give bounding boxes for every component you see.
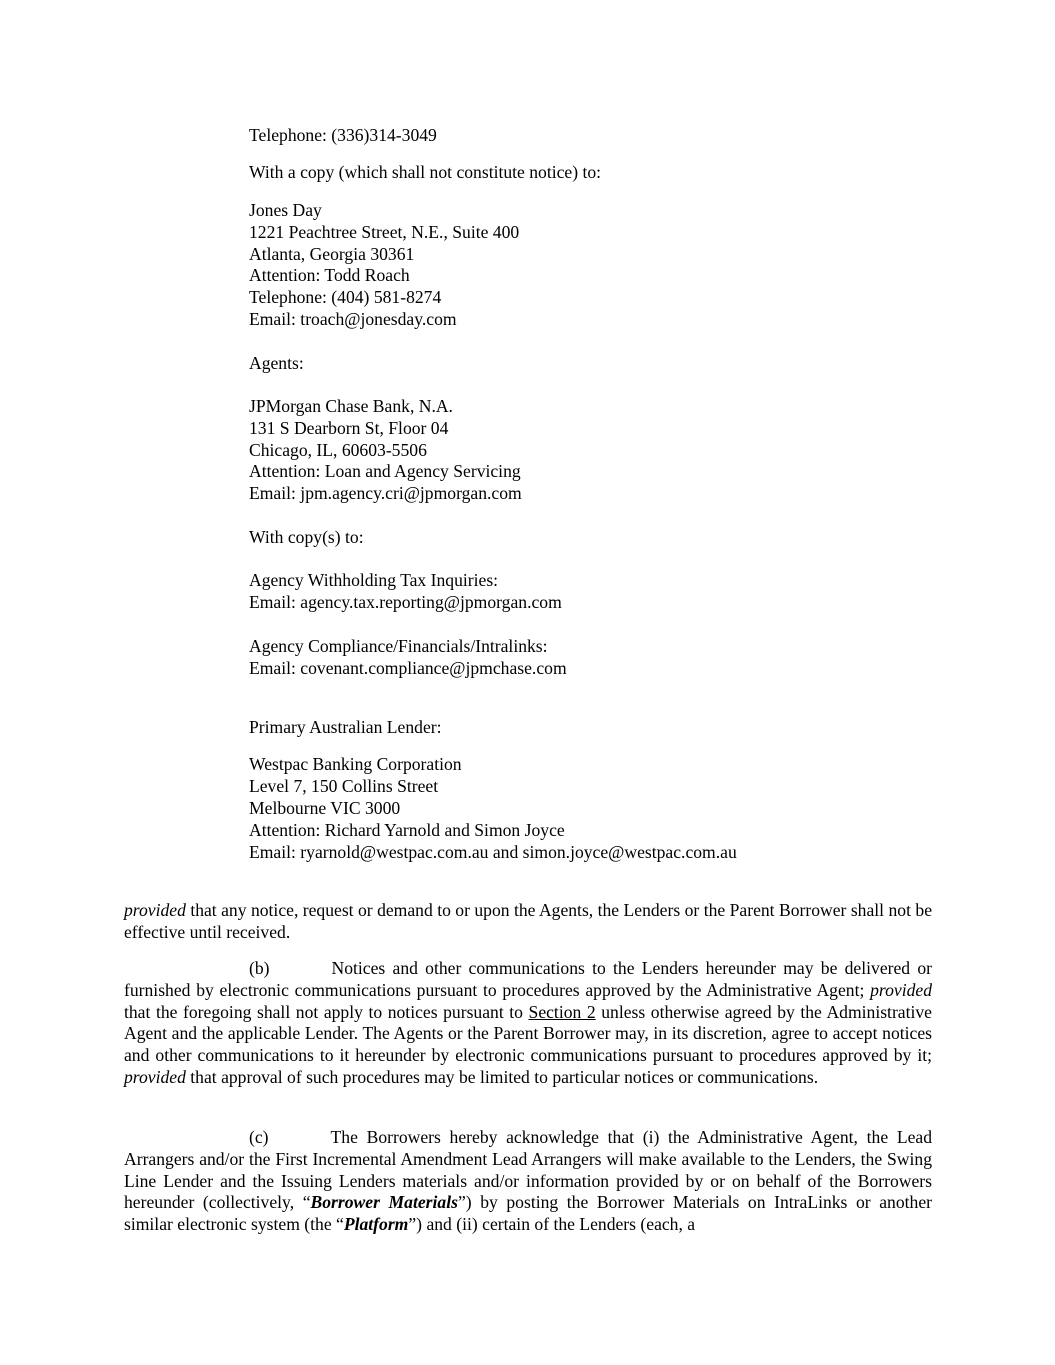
- platform-term: Platform: [343, 1214, 409, 1235]
- westpac-line: Level 7, 150 Collins Street: [249, 776, 439, 796]
- jpmorgan-line: Email: jpm.agency.cri@jpmorgan.com: [249, 483, 522, 503]
- clause-b-text: Notices and other communications to the Lenders hereunder may be delivered or furnished by electronic communications pursuant to procedures approved by the Administrative Agent;: [124, 958, 932, 1000]
- westpac-line: Melbourne VIC 3000: [249, 798, 401, 818]
- jones-day-line: Atlanta, Georgia 30361: [249, 244, 415, 264]
- proviso-text: that any notice, request or demand to or upon the Agents, the Lenders or the Parent Borrower shall not be effective until received.: [124, 900, 932, 942]
- clause-b-text: unless otherwise agreed by the Administrative Agent and the applicable Lender. The Agents or the Parent Borrower may, in its discretion, agree to accept notices and other communications to it hereunder by electronic communications pursuant to procedures approved by it;: [124, 1001, 932, 1066]
- clause-c-text: The Borrowers hereby acknowledge that (i) the Administrative Agent, the Lead Arrangers and/or the First Incremental Amendment Lead Arrangers will make available to the Lenders, the Swing Line Lender and the Issuing Lenders materials and/or information provided by or on behalf of the Borrowers hereunder (collectively, “: [124, 1127, 932, 1213]
- tax-line: Agency Withholding Tax Inquiries:: [249, 570, 499, 590]
- clause-c-text: ”) and (ii) certain of the Lenders (each, a: [408, 1214, 696, 1235]
- copies-heading: With copy(s) to:: [249, 527, 364, 547]
- clause-c-text: ”) by posting the Borrower Materials on IntraLinks or another similar electronic system (the “: [124, 1192, 932, 1235]
- australian-lender-heading: Primary Australian Lender:: [249, 717, 442, 737]
- clause-c-label: (c): [249, 1127, 269, 1147]
- clause-b-paragraph: [124, 958, 932, 1089]
- jones-day-line: Jones Day: [249, 200, 322, 220]
- westpac-line: Attention: Richard Yarnold and Simon Joyce: [249, 820, 565, 840]
- compliance-line: Agency Compliance/Financials/Intralinks:: [249, 636, 548, 656]
- clause-b-text: that the foregoing shall not apply to notices pursuant to: [124, 1001, 529, 1022]
- proviso-italic: provided: [124, 900, 186, 920]
- section-2-link[interactable]: Section 2: [528, 1001, 596, 1022]
- jones-day-line: 1221 Peachtree Street, N.E., Suite 400: [249, 222, 520, 242]
- telephone-line: Telephone: (336)314-3049: [249, 125, 437, 145]
- westpac-line: Email: ryarnold@westpac.com.au and simon.joyce@westpac.com.au: [249, 842, 737, 862]
- borrower-materials-term: Borrower Materials: [310, 1192, 458, 1213]
- clause-b-text: that approval of such procedures may be limited to particular notices or communications.: [185, 1066, 819, 1087]
- jones-day-line: Telephone: (404) 581-8274: [249, 287, 442, 307]
- compliance-line: Email: covenant.compliance@jpmchase.com: [249, 658, 567, 678]
- jpmorgan-line: 131 S Dearborn St, Floor 04: [249, 418, 449, 438]
- clause-c-paragraph: [124, 1127, 932, 1236]
- jpmorgan-line: JPMorgan Chase Bank, N.A.: [249, 396, 453, 416]
- copy-intro-line: With a copy (which shall not constitute notice) to:: [249, 162, 602, 182]
- clause-b-label: (b): [249, 958, 270, 978]
- proviso-paragraph: [124, 900, 932, 944]
- westpac-line: Westpac Banking Corporation: [249, 754, 462, 774]
- agents-heading: Agents:: [249, 353, 304, 373]
- jpmorgan-line: Chicago, IL, 60603-5506: [249, 440, 427, 460]
- clause-b-italic: provided: [124, 1066, 186, 1087]
- jones-day-line: Email: troach@jonesday.com: [249, 309, 457, 329]
- jpmorgan-line: Attention: Loan and Agency Servicing: [249, 461, 521, 481]
- jones-day-line: Attention: Todd Roach: [249, 265, 410, 285]
- tax-line: Email: agency.tax.reporting@jpmorgan.com: [249, 592, 562, 612]
- clause-b-italic: provided: [870, 979, 932, 1000]
